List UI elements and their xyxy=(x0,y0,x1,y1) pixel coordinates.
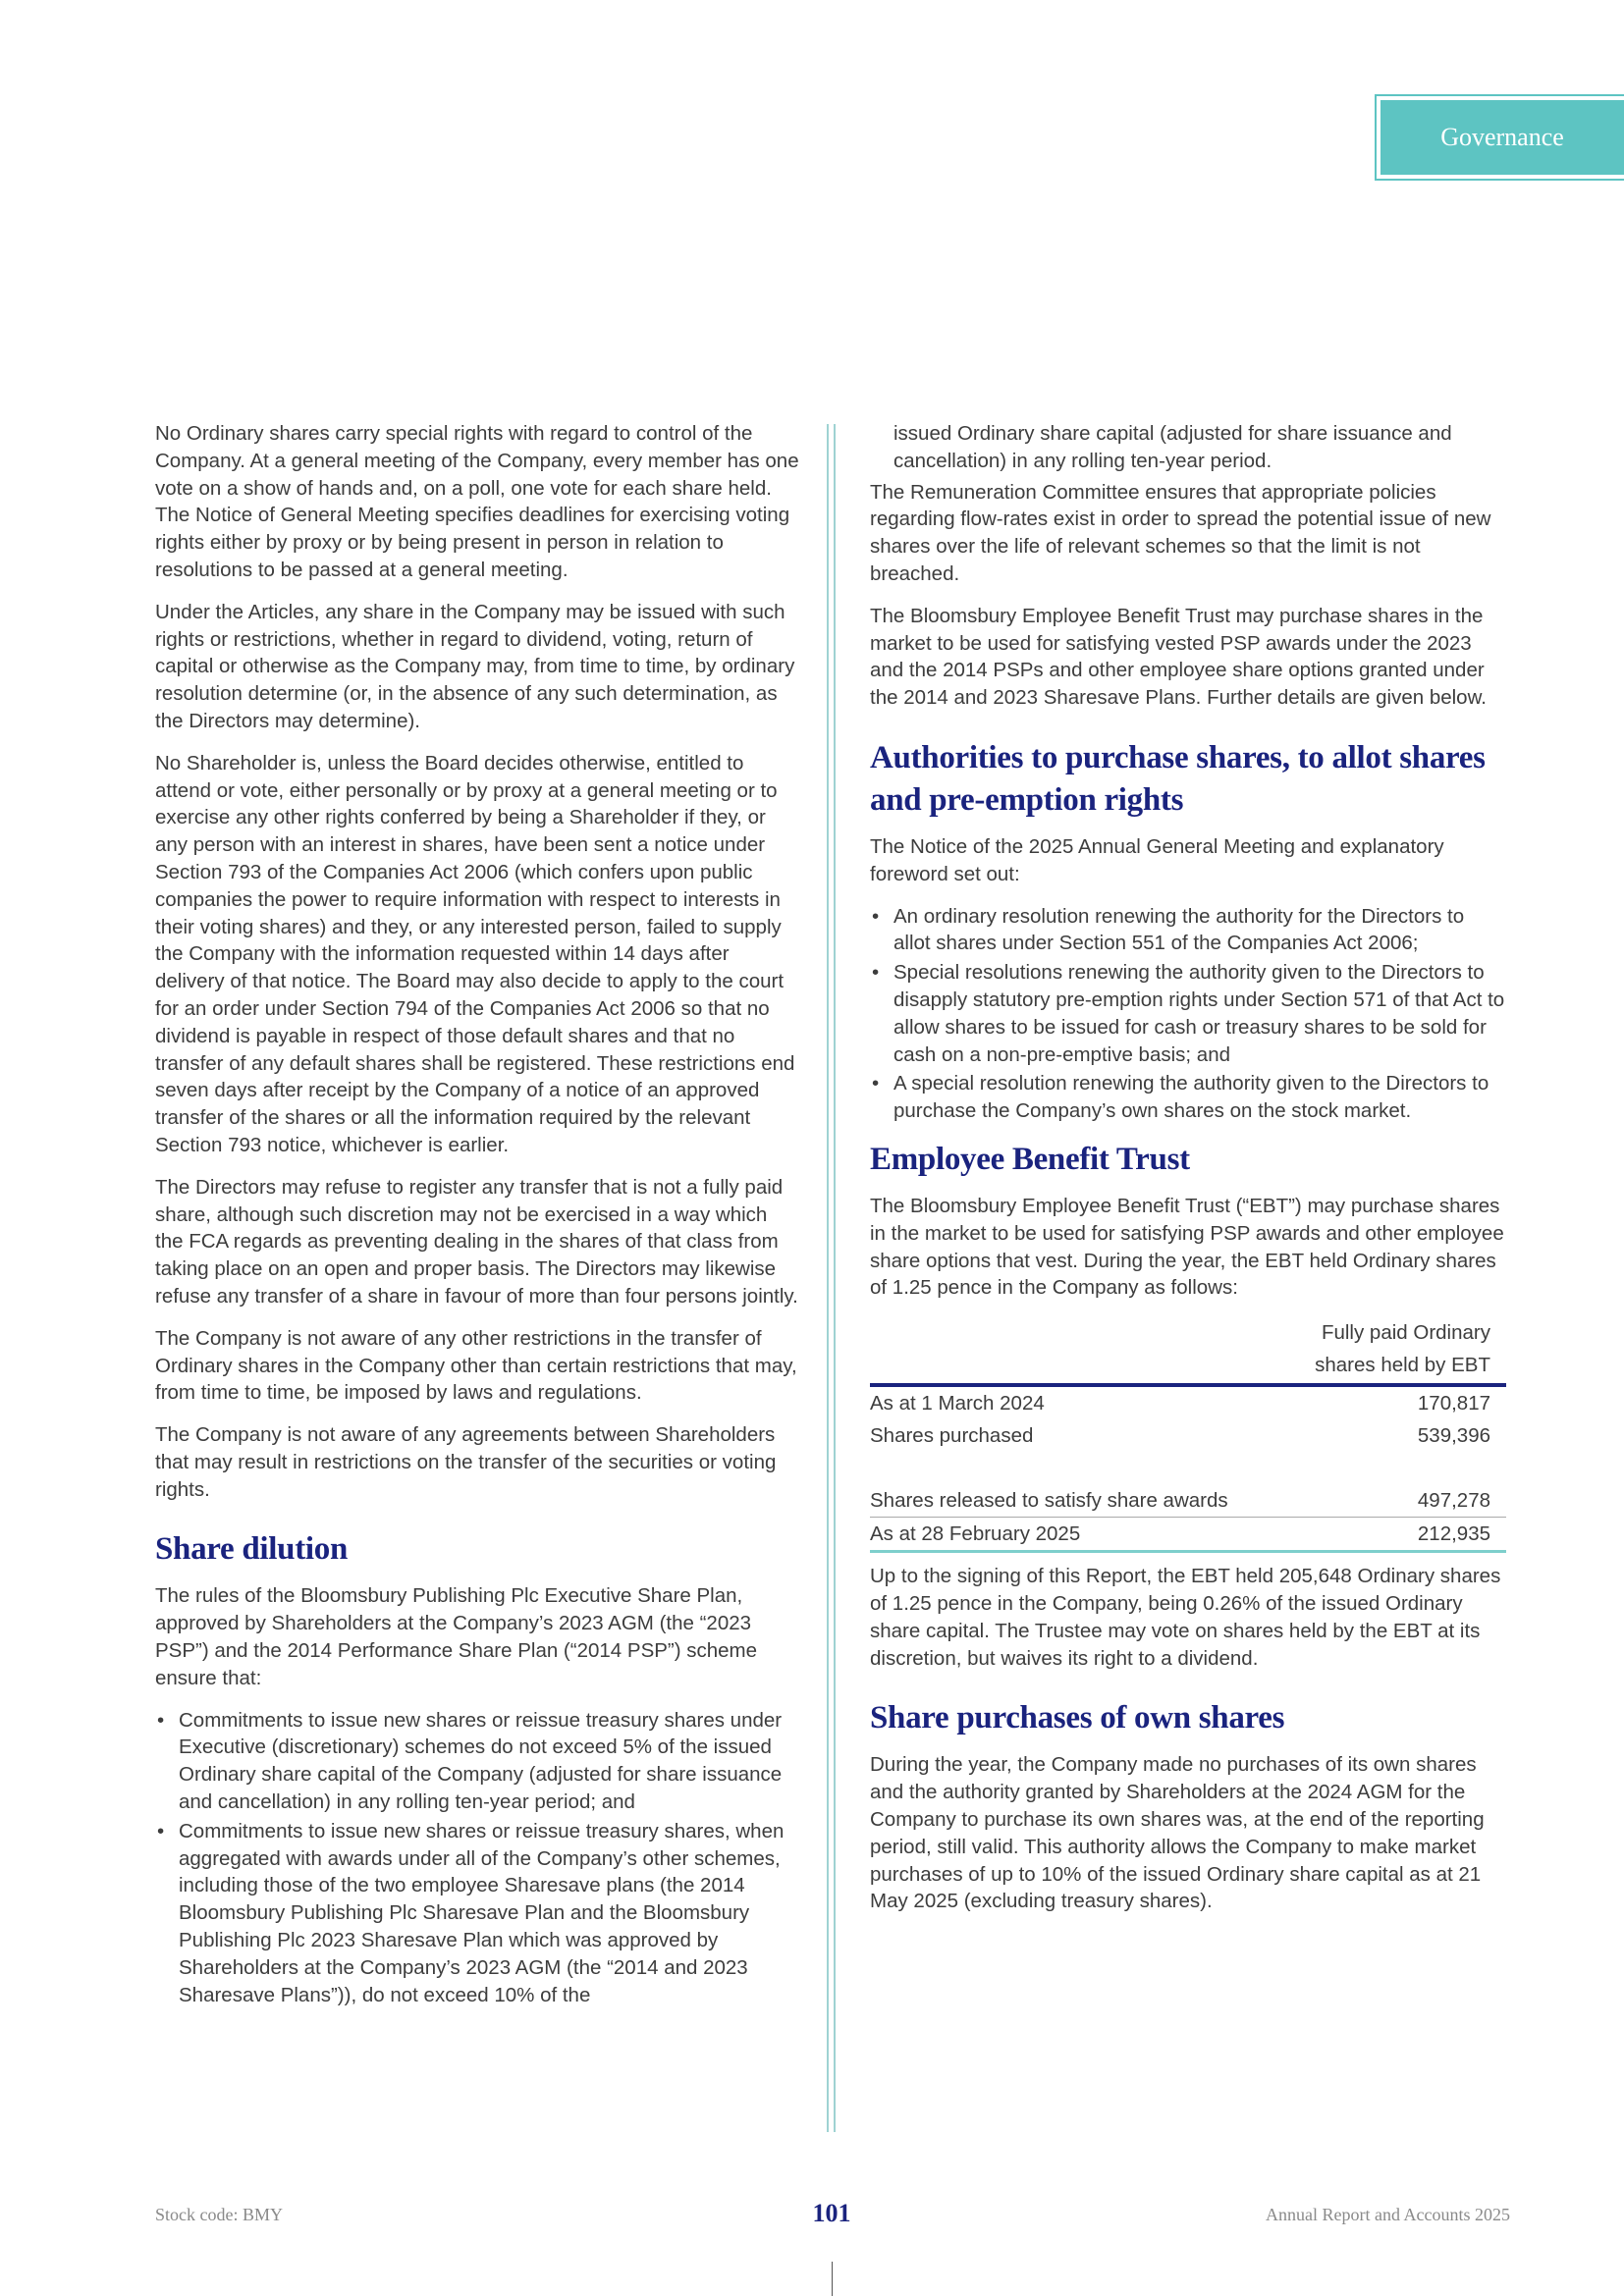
row-label: Shares released to satisfy share awards xyxy=(870,1489,1228,1513)
authorities-bullet: • Special resolutions renewing the authority given to the Directors to disapply statutory pre-emption rights under Section 571 of that Act to allow shares to be issued for cash or treasury shares to be sold for cash on a non-pre-emptive basis; and xyxy=(870,959,1506,1068)
table-spacer-row xyxy=(870,1452,1506,1484)
share-dilution-bullet: • Commitments to issue new shares or reissue treasury shares, when aggregated with awards under all of the Company’s other schemes, including those of the two employee Sharesave plans (the 2014 Bloomsbury Publishing Plc Sharesave Plan and the Bloomsbury Publishing Plc 2023 Sharesave Plan which was approved by Shareholders at the Company’s 2023 AGM (the “2014 and 2023 Sharesave Plans”)), do not exceed 10% of the xyxy=(155,1818,799,2009)
ebt-holdings-table xyxy=(870,1316,1506,1553)
footer-rule xyxy=(832,2262,833,2296)
ebt-signing-paragraph: Up to the signing of this Report, the EBT held 205,648 Ordinary shares of 1.25 pence in the Company, being 0.26% of the issued Ordinary share capital. The Trustee may vote on shares held by the EBT at its discretion, but waives its right to a dividend. xyxy=(870,1565,1501,1670)
row-value: 497,278 xyxy=(1417,1489,1490,1513)
transfer-restrictions-paragraph: The Company is not aware of any other restrictions in the transfer of Ordinary shares in the Company other than certain restrictions that may, from time to time, be imposed by laws and regulations. xyxy=(155,1326,797,1405)
footer-report-title: Annual Report and Accounts 2025 xyxy=(1266,2205,1510,2224)
row-value: 212,935 xyxy=(1417,1522,1490,1546)
footer-page-number: 101 xyxy=(812,2199,851,2227)
column-divider xyxy=(827,424,837,2132)
left-column xyxy=(155,420,799,2022)
share-rights-paragraph: Under the Articles, any share in the Company may be issued with such rights or restrictions, whether in regard to dividend, voting, return of capital or otherwise as the Company may, from time to time, by ordinary resolution determine (or, in the absence of any such determination, as the Directors may determine). xyxy=(155,600,795,732)
row-value: 170,817 xyxy=(1417,1392,1490,1415)
ebt-heading: Employee Benefit Trust xyxy=(870,1141,1190,1177)
table-total-row xyxy=(870,1518,1506,1552)
row-label: As at 28 February 2025 xyxy=(870,1522,1081,1546)
authorities-list xyxy=(870,903,1506,1125)
default-shares-paragraph: No Shareholder is, unless the Board decides otherwise, entitled to attend or vote, either personally or by proxy at a general meeting or to exercise any other rights conferred by being a Shareholder if they, or any person with an interest in shares, have been sent a notice under Section 793 of the Companies Act 2006 (which confers upon public companies the power to require information with respect to interests in their voting shares) and they, or any interested person, failed to supply the Company with the information requested within 14 days after delivery of that notice. The Board may also decide to apply to the court for an order under Section 794 of the Companies Act 2006 so that no dividend is payable in respect of those default shares and that no transfer of any default shares shall be registered. These restrictions end seven days after receipt by the Company of a notice of an approved transfer of the shares or all the information required by the relevant Section 793 notice, whichever is earlier. xyxy=(155,751,795,1156)
authorities-bullet: • An ordinary resolution renewing the authority for the Directors to allot shares under Section 551 of the Companies Act 2006; xyxy=(870,903,1506,958)
row-label: As at 1 March 2024 xyxy=(870,1392,1045,1415)
row-label: Shares purchased xyxy=(870,1424,1034,1448)
authorities-heading: Authorities to purchase shares, to allot shares and pre-emption rights xyxy=(870,739,1486,818)
share-dilution-list xyxy=(155,1707,799,2009)
share-dilution-bullet: • Commitments to issue new shares or reissue treasury shares under Executive (discretionary) schemes do not exceed 5% of the issued Ordinary share capital of the Company (adjusted for share issuance and cancellation) in any rolling ten-year period; and xyxy=(155,1707,799,1816)
remuneration-committee-paragraph: The Remuneration Committee ensures that appropriate policies regarding flow-rates exist in order to spread the potential issue of new shares over the life of relevant schemes so that the limit is not breached. xyxy=(870,480,1491,585)
share-dilution-heading: Share dilution xyxy=(155,1531,349,1568)
table-row xyxy=(870,1385,1506,1419)
table-header-row xyxy=(870,1316,1506,1385)
section-tab-label: Governance xyxy=(1380,100,1624,175)
table-row xyxy=(870,1419,1506,1452)
table-row xyxy=(870,1484,1506,1518)
authorities-intro: The Notice of the 2025 Annual General Meeting and explanatory foreword set out: xyxy=(870,834,1444,885)
row-value: 539,396 xyxy=(1417,1424,1490,1448)
section-tab-governance xyxy=(1375,94,1624,181)
shareholder-agreements-paragraph: The Company is not aware of any agreements between Shareholders that may result in restrictions on the transfer of the securities or voting rights. xyxy=(155,1423,777,1501)
table-header-holdings: Fully paid Ordinary shares held by EBT xyxy=(1315,1321,1490,1377)
ebt-intro: The Bloomsbury Employee Benefit Trust (“EBT”) may purchase shares in the market to be used for satisfying PSP awards and other employee share options that vest. During the year, the EBT held Ordinary shares of 1.25 pence in the Company as follows: xyxy=(870,1194,1504,1300)
ebt-purchase-paragraph: The Bloomsbury Employee Benefit Trust may purchase shares in the market to be used for satisfying vested PSP awards under the 2023 and the 2014 PSPs and other employee share options granted under the 2014 and 2023 Sharesave Plans. Further details are given below. xyxy=(870,604,1487,710)
right-column xyxy=(870,420,1506,1930)
authorities-bullet: • A special resolution renewing the authority given to the Directors to purchase the Company’s own shares on the stock market. xyxy=(870,1070,1506,1125)
transfer-refusal-paragraph: The Directors may refuse to register any transfer that is not a fully paid share, although such discretion may not be exercised in a way which the FCA regards as preventing dealing in the shares of that class from taking place on an open and proper basis. The Directors may likewise refuse any transfer of a share in favour of more than four persons jointly. xyxy=(155,1175,798,1308)
share-dilution-intro: The rules of the Bloomsbury Publishing Plc Executive Share Plan, approved by Shareholders at the Company’s 2023 AGM (the “2023 PSP”) and the 2014 Performance Share Plan (“2014 PSP”) scheme ensure that: xyxy=(155,1584,758,1689)
voting-rights-paragraph: No Ordinary shares carry special rights with regard to control of the Company. At a general meeting of the Company, every member has one vote on a show of hands and, on a poll, one vote for each share held. The Notice of General Meeting specifies deadlines for exercising voting rights either by proxy or by being present in person in relation to resolutions to be passed at a general meeting. xyxy=(155,422,799,581)
own-shares-paragraph: During the year, the Company made no purchases of its own shares and the authority granted by Shareholders at the 2024 AGM for the Company to purchase its own shares was, at the end of the reporting period, still valid. This authority allows the Company to make market purchases of up to 10% of the issued Ordinary share capital as at 21 May 2025 (excluding treasury shares). xyxy=(870,1753,1485,1913)
footer-stock-code: Stock code: BMY xyxy=(155,2205,283,2224)
own-shares-heading: Share purchases of own shares xyxy=(870,1700,1285,1736)
bullet-continuation: issued Ordinary share capital (adjusted for share issuance and cancellation) in any rolling ten-year period. xyxy=(893,422,1452,472)
